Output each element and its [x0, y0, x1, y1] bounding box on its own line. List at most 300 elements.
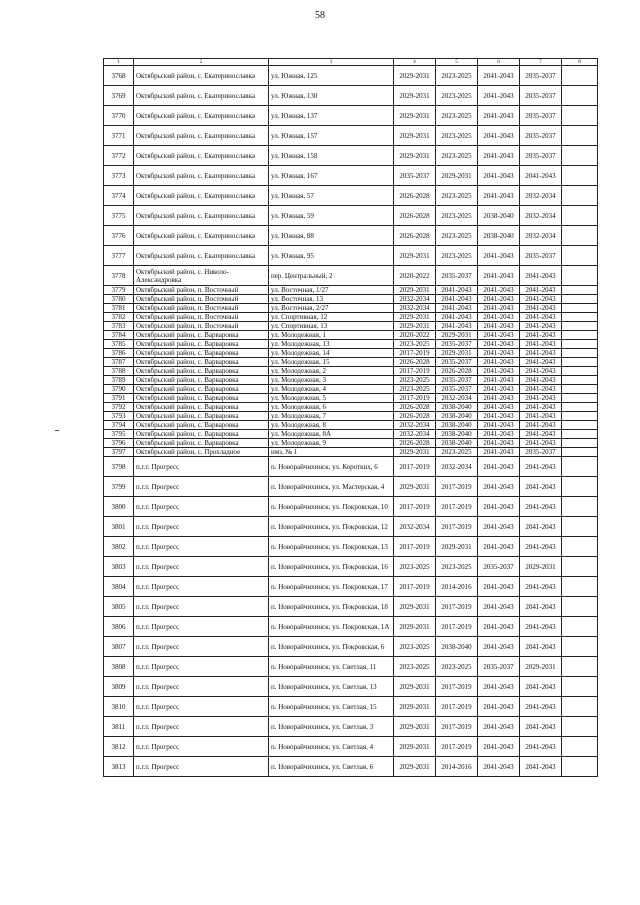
period-cell: 2029-2031 — [394, 717, 436, 737]
table-row — [104, 517, 598, 537]
column-header: 2 — [134, 59, 269, 66]
address-cell: ул. Молодежная, 5 — [269, 394, 394, 403]
period-cell: 2035-2037 — [520, 86, 562, 106]
district-cell: Октябрьский район, с. Варваровка — [134, 367, 269, 376]
address-cell: п. Новорайчихинск, ул. Покровская, 6 — [269, 637, 394, 657]
address-cell: ул. Южная, 57 — [269, 186, 394, 206]
row-number: 3780 — [104, 295, 134, 304]
period-cell: 2035-2037 — [478, 657, 520, 677]
row-number: 3795 — [104, 430, 134, 439]
period-cell: 2032-2034 — [520, 186, 562, 206]
table-row — [104, 457, 598, 477]
district-cell: п.г.т. Прогресс — [134, 577, 269, 597]
district-cell: Октябрьский район, с. Варваровка — [134, 376, 269, 385]
address-cell: п. Новорайчихинск, ул. Светлая, 15 — [269, 697, 394, 717]
district-cell: п.г.т. Прогресс — [134, 657, 269, 677]
period-cell: 2023-2025 — [436, 126, 478, 146]
row-number: 3798 — [104, 457, 134, 477]
note-cell — [562, 677, 598, 697]
period-cell: 2041-2043 — [478, 677, 520, 697]
address-cell: п. Новорайчихинск, ул. Светлая, 13 — [269, 677, 394, 697]
period-cell: 2023-2025 — [436, 86, 478, 106]
row-number: 3787 — [104, 358, 134, 367]
district-cell: п.г.т. Прогресс — [134, 617, 269, 637]
table-row — [104, 557, 598, 577]
period-cell: 2041-2043 — [478, 697, 520, 717]
row-number: 3770 — [104, 106, 134, 126]
address-cell: п. Новорайчихинск, ул. Покровская, 16 — [269, 557, 394, 577]
period-cell: 2041-2043 — [520, 394, 562, 403]
table-row — [104, 295, 598, 304]
row-number: 3778 — [104, 266, 134, 286]
table-row — [104, 304, 598, 313]
period-cell: 2026-2028 — [394, 439, 436, 448]
period-cell: 2041-2043 — [520, 266, 562, 286]
note-cell — [562, 637, 598, 657]
district-cell: п.г.т. Прогресс — [134, 537, 269, 557]
row-number: 3808 — [104, 657, 134, 677]
period-cell: 2041-2043 — [478, 457, 520, 477]
period-cell: 2041-2043 — [478, 376, 520, 385]
note-cell — [562, 66, 598, 86]
period-cell: 2041-2043 — [520, 403, 562, 412]
note-cell — [562, 186, 598, 206]
period-cell: 2017-2019 — [394, 457, 436, 477]
row-number: 3793 — [104, 412, 134, 421]
period-cell: 2035-2037 — [520, 448, 562, 457]
address-cell: ул. Молодежная, 14 — [269, 349, 394, 358]
column-header: 4 — [394, 59, 436, 66]
table-row — [104, 226, 598, 246]
district-cell: Октябрьский район, с. Николо-Александровка — [134, 266, 269, 286]
period-cell: 2041-2043 — [478, 166, 520, 186]
period-cell: 2041-2043 — [478, 286, 520, 295]
address-cell: п. Новорайчихинск, ул. Покровская, 10 — [269, 497, 394, 517]
period-cell: 2029-2031 — [394, 66, 436, 86]
address-cell: ул. Восточная, 2/27 — [269, 304, 394, 313]
table-row — [104, 421, 598, 430]
period-cell: 2017-2019 — [394, 394, 436, 403]
district-cell: Октябрьский район, с. Варваровка — [134, 394, 269, 403]
period-cell: 2041-2043 — [520, 457, 562, 477]
period-cell: 2041-2043 — [436, 322, 478, 331]
address-cell: ул. Южная, 59 — [269, 206, 394, 226]
period-cell: 2029-2031 — [394, 697, 436, 717]
period-cell: 2041-2043 — [436, 286, 478, 295]
period-cell: 2023-2025 — [394, 385, 436, 394]
note-cell — [562, 517, 598, 537]
period-cell: 2041-2043 — [478, 266, 520, 286]
note-cell — [562, 537, 598, 557]
period-cell: 2029-2031 — [394, 106, 436, 126]
period-cell: 2023-2025 — [436, 206, 478, 226]
schedule-table — [103, 58, 598, 777]
period-cell: 2029-2031 — [394, 597, 436, 617]
period-cell: 2029-2031 — [436, 349, 478, 358]
address-cell: п. Новорайчихинск, ул. Светлая, 11 — [269, 657, 394, 677]
period-cell: 2029-2031 — [394, 322, 436, 331]
address-cell: ул. Спортивная, 12 — [269, 313, 394, 322]
note-cell — [562, 597, 598, 617]
table-row — [104, 394, 598, 403]
row-number: 3802 — [104, 537, 134, 557]
period-cell: 2029-2031 — [394, 86, 436, 106]
note-cell — [562, 497, 598, 517]
table-row — [104, 106, 598, 126]
period-cell: 2041-2043 — [478, 717, 520, 737]
table-row — [104, 266, 598, 286]
period-cell: 2026-2028 — [394, 206, 436, 226]
period-cell: 2017-2019 — [394, 577, 436, 597]
district-cell: п.г.т. Прогресс — [134, 597, 269, 617]
period-cell: 2041-2043 — [520, 717, 562, 737]
period-cell: 2032-2034 — [394, 421, 436, 430]
period-cell: 2026-2028 — [394, 186, 436, 206]
period-cell: 2041-2043 — [520, 367, 562, 376]
period-cell: 2035-2037 — [520, 246, 562, 266]
row-number: 3804 — [104, 577, 134, 597]
period-cell: 2026-2028 — [394, 226, 436, 246]
period-cell: 2041-2043 — [478, 394, 520, 403]
note-cell — [562, 403, 598, 412]
district-cell: п.г.т. Прогресс — [134, 637, 269, 657]
district-cell: Октябрьский район, с. Варваровка — [134, 430, 269, 439]
note-cell — [562, 394, 598, 403]
period-cell: 2041-2043 — [478, 421, 520, 430]
note-cell — [562, 421, 598, 430]
period-cell: 2029-2031 — [394, 477, 436, 497]
district-cell: Октябрьский район, с. Екатеринославка — [134, 246, 269, 266]
district-cell: Октябрьский район, с. Екатеринославка — [134, 186, 269, 206]
district-cell: п.г.т. Прогресс — [134, 717, 269, 737]
period-cell: 2017-2019 — [394, 367, 436, 376]
note-cell — [562, 477, 598, 497]
note-cell — [562, 166, 598, 186]
address-cell: п. Новорайчихинск, ул. Светлая, 4 — [269, 737, 394, 757]
district-cell: Октябрьский район, с. Екатеринославка — [134, 126, 269, 146]
period-cell: 2041-2043 — [478, 737, 520, 757]
period-cell: 2041-2043 — [478, 340, 520, 349]
row-number: 3812 — [104, 737, 134, 757]
row-number: 3792 — [104, 403, 134, 412]
period-cell: 2041-2043 — [520, 421, 562, 430]
row-number: 3777 — [104, 246, 134, 266]
note-cell — [562, 439, 598, 448]
row-number: 3786 — [104, 349, 134, 358]
note-cell — [562, 226, 598, 246]
period-cell: 2032-2034 — [394, 517, 436, 537]
note-cell — [562, 448, 598, 457]
period-cell: 2035-2037 — [394, 166, 436, 186]
period-cell: 2017-2019 — [436, 477, 478, 497]
district-cell: Октябрьский район, с. Варваровка — [134, 439, 269, 448]
district-cell: п.г.т. Прогресс — [134, 737, 269, 757]
period-cell: 2041-2043 — [520, 517, 562, 537]
period-cell: 2029-2031 — [436, 166, 478, 186]
period-cell: 2041-2043 — [520, 677, 562, 697]
period-cell: 2041-2043 — [478, 477, 520, 497]
period-cell: 2041-2043 — [478, 385, 520, 394]
district-cell: Октябрьский район, с. Екатеринославка — [134, 166, 269, 186]
district-cell: Октябрьский район, с. Екатеринославка — [134, 66, 269, 86]
table-row — [104, 126, 598, 146]
address-cell: ул. Молодежная, 7 — [269, 412, 394, 421]
period-cell: 2041-2043 — [478, 517, 520, 537]
note-cell — [562, 358, 598, 367]
period-cell: 2017-2019 — [436, 697, 478, 717]
period-cell: 2041-2043 — [478, 617, 520, 637]
period-cell: 2041-2043 — [520, 376, 562, 385]
period-cell: 2041-2043 — [520, 697, 562, 717]
period-cell: 2041-2043 — [520, 597, 562, 617]
period-cell: 2035-2037 — [478, 557, 520, 577]
table-row — [104, 246, 598, 266]
period-cell: 2041-2043 — [436, 313, 478, 322]
address-cell: ул. Южная, 167 — [269, 166, 394, 186]
period-cell: 2029-2031 — [394, 313, 436, 322]
period-cell: 2041-2043 — [478, 86, 520, 106]
address-cell: пер. Центральный, 2 — [269, 266, 394, 286]
period-cell: 2038-2040 — [436, 637, 478, 657]
period-cell: 2041-2043 — [520, 477, 562, 497]
period-cell: 2029-2031 — [394, 737, 436, 757]
period-cell: 2041-2043 — [478, 126, 520, 146]
address-cell: ул. Молодежная, 15 — [269, 358, 394, 367]
row-number: 3775 — [104, 206, 134, 226]
district-cell: Октябрьский район, с. Екатеринославка — [134, 86, 269, 106]
note-cell — [562, 697, 598, 717]
district-cell: Октябрьский район, с. Екатеринославка — [134, 146, 269, 166]
period-cell: 2041-2043 — [478, 757, 520, 777]
period-cell: 2029-2031 — [394, 246, 436, 266]
period-cell: 2041-2043 — [478, 146, 520, 166]
period-cell: 2029-2031 — [394, 126, 436, 146]
row-number: 3807 — [104, 637, 134, 657]
period-cell: 2014-2016 — [436, 577, 478, 597]
period-cell: 2041-2043 — [478, 295, 520, 304]
note-cell — [562, 577, 598, 597]
address-cell: ул. Южная, 157 — [269, 126, 394, 146]
row-number: 3809 — [104, 677, 134, 697]
district-cell: п.г.т. Прогресс — [134, 517, 269, 537]
district-cell: п.г.т. Прогресс — [134, 457, 269, 477]
note-cell — [562, 286, 598, 295]
period-cell: 2029-2031 — [394, 286, 436, 295]
address-cell: п. Новорайчихинск, ул. Коротких, 6 — [269, 457, 394, 477]
table-row — [104, 331, 598, 340]
period-cell: 2041-2043 — [478, 403, 520, 412]
district-cell: п.г.т. Прогресс — [134, 697, 269, 717]
period-cell: 2041-2043 — [478, 313, 520, 322]
table-row — [104, 657, 598, 677]
period-cell: 2026-2028 — [394, 403, 436, 412]
note-cell — [562, 86, 598, 106]
period-cell: 2041-2043 — [478, 412, 520, 421]
address-cell: ул. Молодежная, 2 — [269, 367, 394, 376]
table-row — [104, 66, 598, 86]
table-row — [104, 322, 598, 331]
address-cell: ул. Молодежная, 1 — [269, 331, 394, 340]
period-cell: 2035-2037 — [436, 385, 478, 394]
table-row — [104, 537, 598, 557]
period-cell: 2017-2019 — [436, 517, 478, 537]
period-cell: 2035-2037 — [436, 340, 478, 349]
table-body — [104, 59, 598, 777]
period-cell: 2023-2025 — [436, 448, 478, 457]
period-cell: 2026-2028 — [394, 358, 436, 367]
address-cell: п. Новорайчихинск, ул. Мастерская, 4 — [269, 477, 394, 497]
page-number: 58 — [315, 10, 325, 21]
note-cell — [562, 331, 598, 340]
period-cell: 2041-2043 — [478, 537, 520, 557]
period-cell: 2041-2043 — [478, 246, 520, 266]
period-cell: 2023-2025 — [436, 246, 478, 266]
period-cell: 2041-2043 — [520, 412, 562, 421]
period-cell: 2017-2019 — [436, 617, 478, 637]
address-cell: п. Новорайчихинск, ул. Покровская, 17 — [269, 577, 394, 597]
district-cell: Октябрьский район, с. Варваровка — [134, 421, 269, 430]
period-cell: 2017-2019 — [436, 677, 478, 697]
note-cell — [562, 206, 598, 226]
period-cell: 2032-2034 — [520, 226, 562, 246]
note-cell — [562, 557, 598, 577]
row-number: 3806 — [104, 617, 134, 637]
period-cell: 2041-2043 — [520, 331, 562, 340]
period-cell: 2035-2037 — [520, 106, 562, 126]
district-cell: Октябрьский район, п. Восточный — [134, 304, 269, 313]
note-cell — [562, 146, 598, 166]
period-cell: 2014-2016 — [436, 757, 478, 777]
row-number: 3794 — [104, 421, 134, 430]
address-cell: ул. Молодежная, 8 — [269, 421, 394, 430]
district-cell: Октябрьский район, с. Прохладное — [134, 448, 269, 457]
period-cell: 2035-2037 — [520, 146, 562, 166]
period-cell: 2038-2040 — [436, 412, 478, 421]
table-row — [104, 412, 598, 421]
district-cell: Октябрьский район, с. Варваровка — [134, 331, 269, 340]
district-cell: Октябрьский район, п. Восточный — [134, 295, 269, 304]
address-cell: ул. Молодежная, 8А — [269, 430, 394, 439]
address-cell: ул. Молодежная, 3 — [269, 376, 394, 385]
note-cell — [562, 340, 598, 349]
note-cell — [562, 266, 598, 286]
table-row — [104, 86, 598, 106]
period-cell: 2029-2031 — [394, 617, 436, 637]
row-number: 3783 — [104, 322, 134, 331]
row-number: 3769 — [104, 86, 134, 106]
table-row — [104, 497, 598, 517]
period-cell: 2038-2040 — [478, 226, 520, 246]
table-row — [104, 597, 598, 617]
period-cell: 2041-2043 — [478, 358, 520, 367]
note-cell — [562, 617, 598, 637]
note-cell — [562, 322, 598, 331]
period-cell: 2035-2037 — [436, 376, 478, 385]
period-cell: 2041-2043 — [520, 617, 562, 637]
district-cell: Октябрьский район, с. Варваровка — [134, 403, 269, 412]
period-cell: 2041-2043 — [520, 166, 562, 186]
table-row — [104, 439, 598, 448]
period-cell: 2017-2019 — [436, 497, 478, 517]
period-cell: 2029-2031 — [436, 331, 478, 340]
row-number: 3779 — [104, 286, 134, 295]
table-row — [104, 376, 598, 385]
note-cell — [562, 106, 598, 126]
period-cell: 2023-2025 — [436, 557, 478, 577]
period-cell: 2041-2043 — [520, 358, 562, 367]
address-cell: п. Новорайчихинск, ул. Покровская, 1А — [269, 617, 394, 637]
period-cell: 2041-2043 — [520, 537, 562, 557]
district-cell: п.г.т. Прогресс — [134, 757, 269, 777]
row-number: 3800 — [104, 497, 134, 517]
district-cell: Октябрьский район, с. Екатеринославка — [134, 226, 269, 246]
district-cell: п.г.т. Прогресс — [134, 497, 269, 517]
note-cell — [562, 376, 598, 385]
row-number: 3774 — [104, 186, 134, 206]
district-cell: Октябрьский район, с. Варваровка — [134, 358, 269, 367]
address-cell: ул. Южная, 95 — [269, 246, 394, 266]
row-number: 3790 — [104, 385, 134, 394]
period-cell: 2026-2028 — [394, 412, 436, 421]
row-number: 3782 — [104, 313, 134, 322]
column-header: 1 — [104, 59, 134, 66]
period-cell: 2026-2028 — [436, 367, 478, 376]
address-cell: ул. Молодежная, 13 — [269, 340, 394, 349]
note-cell — [562, 385, 598, 394]
row-number: 3785 — [104, 340, 134, 349]
address-cell: ул. Молодежная, 6 — [269, 403, 394, 412]
address-cell: ул. Молодежная, 4 — [269, 385, 394, 394]
period-cell: 2017-2019 — [436, 597, 478, 617]
table-row — [104, 757, 598, 777]
table-row — [104, 186, 598, 206]
period-cell: 2041-2043 — [520, 577, 562, 597]
column-header: 3 — [269, 59, 394, 66]
period-cell: 2017-2019 — [436, 737, 478, 757]
period-cell: 2041-2043 — [520, 439, 562, 448]
row-number: 3801 — [104, 517, 134, 537]
column-header: 5 — [436, 59, 478, 66]
period-cell: 2017-2019 — [394, 349, 436, 358]
note-cell — [562, 657, 598, 677]
period-cell: 2032-2034 — [394, 304, 436, 313]
district-cell: Октябрьский район, п. Восточный — [134, 322, 269, 331]
period-cell: 2029-2031 — [394, 757, 436, 777]
period-cell: 2032-2034 — [394, 295, 436, 304]
note-cell — [562, 367, 598, 376]
period-cell: 2038-2040 — [436, 430, 478, 439]
row-number: 3803 — [104, 557, 134, 577]
district-cell: п.г.т. Прогресс — [134, 677, 269, 697]
period-cell: 2023-2025 — [436, 186, 478, 206]
period-cell: 2029-2031 — [394, 448, 436, 457]
district-cell: Октябрьский район, с. Варваровка — [134, 385, 269, 394]
period-cell: 2041-2043 — [478, 430, 520, 439]
row-number: 3788 — [104, 367, 134, 376]
note-cell — [562, 246, 598, 266]
note-cell — [562, 412, 598, 421]
period-cell: 2041-2043 — [520, 430, 562, 439]
period-cell: 2041-2043 — [478, 367, 520, 376]
period-cell: 2032-2034 — [436, 457, 478, 477]
row-number: 3776 — [104, 226, 134, 246]
period-cell: 2029-2031 — [394, 677, 436, 697]
address-cell: п. Новорайчихинск, ул. Светлая, 3 — [269, 717, 394, 737]
period-cell: 2038-2040 — [478, 206, 520, 226]
period-cell: 2041-2043 — [520, 295, 562, 304]
note-cell — [562, 313, 598, 322]
row-number: 3768 — [104, 66, 134, 86]
